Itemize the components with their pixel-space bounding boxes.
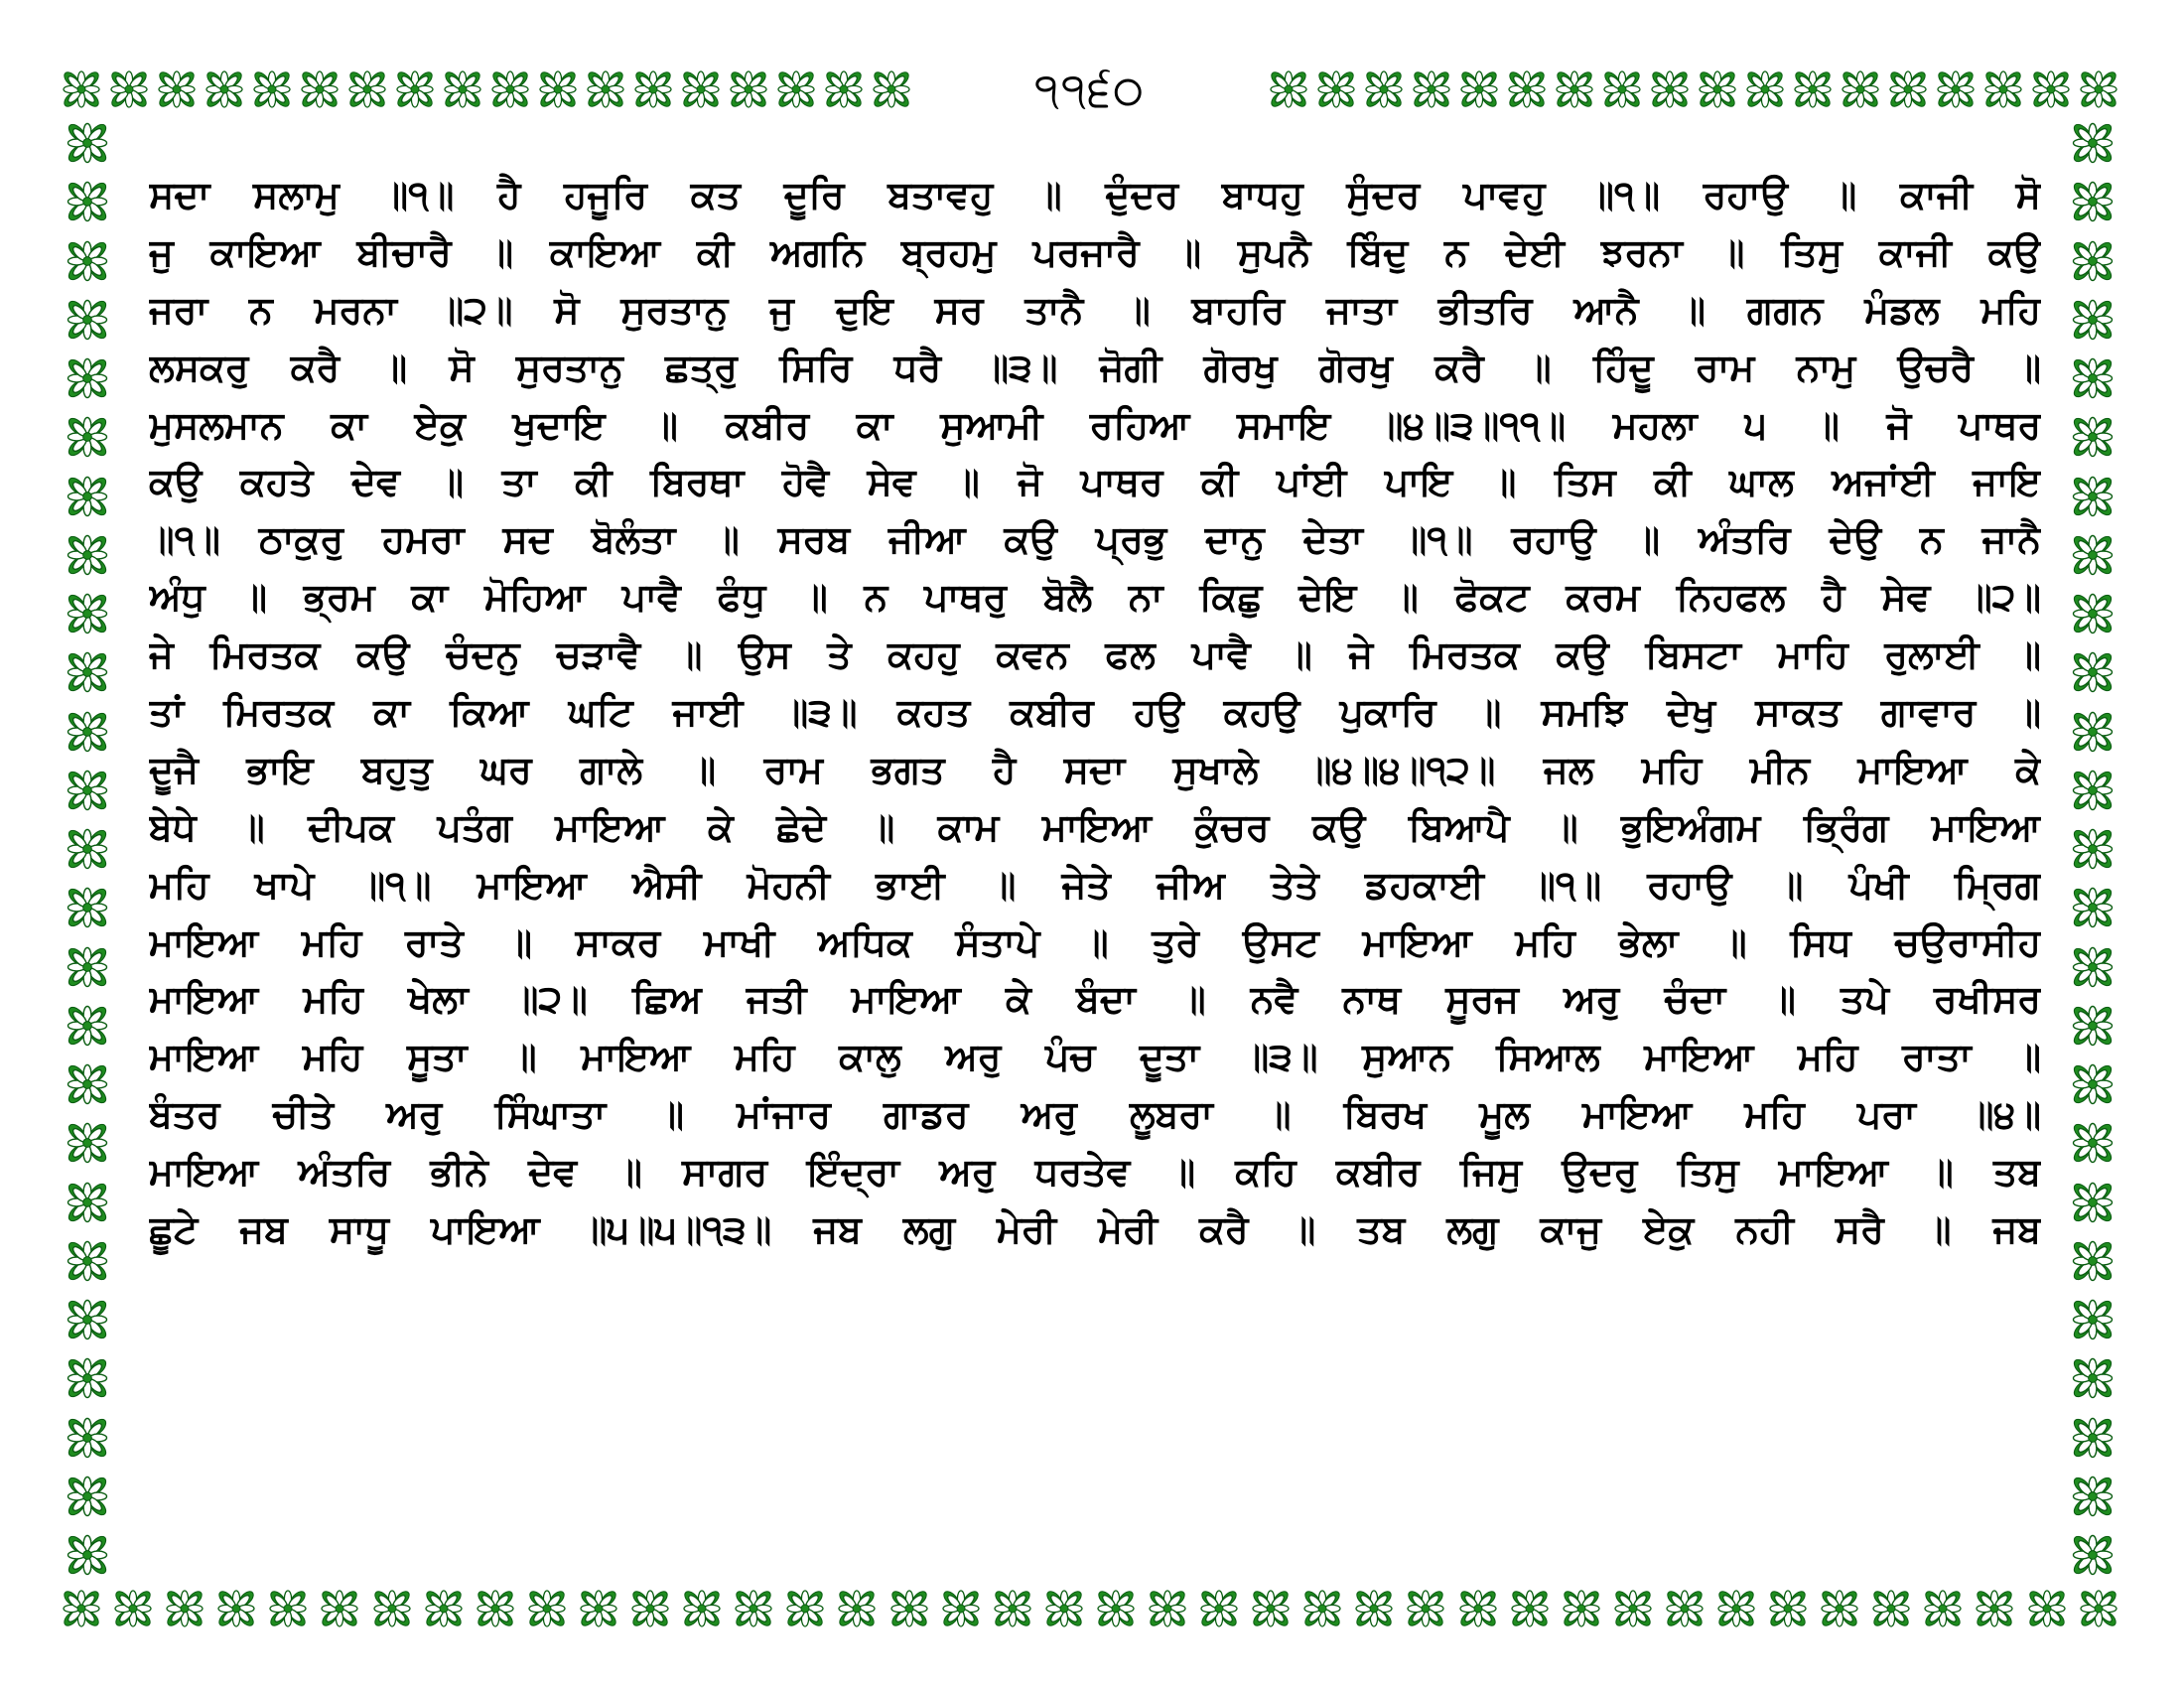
- lotus-flower-icon: [1764, 1585, 1812, 1632]
- lotus-flower-icon: [62, 294, 113, 346]
- lotus-flower-icon: [989, 1585, 1036, 1632]
- lotus-flower-icon: [2067, 235, 2118, 287]
- lotus-flower-icon: [2067, 411, 2118, 463]
- lotus-flower-icon: [62, 235, 113, 287]
- lotus-flower-icon: [2067, 1352, 2118, 1404]
- lotus-flower-icon: [833, 1585, 881, 1632]
- lotus-flower-icon: [2067, 352, 2118, 404]
- lotus-flower-icon: [1312, 66, 1360, 113]
- lotus-flower-icon: [1144, 1585, 1191, 1632]
- lotus-flower-icon: [1816, 1585, 1863, 1632]
- text-line: ਦੂਜੈ ਭਾਇ ਬਹੁਤੁ ਘਰ ਗਾਲੇ ॥ ਰਾਮ ਭਗਤ ਹੈ ਸਦਾ ਸੁਖਾਲੇ ॥੪॥੪॥੧੨॥ ਜਲ ਮਹਿ ਮੀਨ ਮਾਇਆ ਕੇ: [149, 747, 2041, 791]
- lotus-flower-icon: [62, 176, 113, 227]
- lotus-flower-icon: [1360, 66, 1408, 113]
- lotus-flower-icon: [472, 1585, 519, 1632]
- lotus-flower-icon: [2067, 1235, 2118, 1287]
- lotus-flower-icon: [1694, 66, 1741, 113]
- lotus-flower-icon: [1789, 66, 1837, 113]
- lotus-flower-icon: [62, 352, 113, 404]
- lotus-flower-icon: [678, 1585, 726, 1632]
- lotus-flower-icon: [62, 646, 113, 698]
- text-line: ਕਉ ਕਹਤੇ ਦੇਵ ॥ ਤਾ ਕੀ ਬਿਰਥਾ ਹੋਵੈ ਸੇਵ ॥ ਜੋ ਪਾਥਰ ਕੀ ਪਾਂਈ ਪਾਇ ॥ ਤਿਸ ਕੀ ਘਾਲ ਅਜਾਂਈ ਜਾਇ: [149, 460, 2041, 504]
- lotus-flower-icon: [343, 66, 391, 113]
- lotus-flower-icon: [1712, 1585, 1760, 1632]
- lotus-flower-icon: [368, 1585, 416, 1632]
- lotus-flower-icon: [153, 66, 201, 113]
- lotus-flower-icon: [2067, 646, 2118, 698]
- page-number: ੧੧੬੦: [1033, 63, 1147, 116]
- lotus-flower-icon: [2075, 66, 2122, 113]
- lotus-flower-icon: [1265, 66, 1312, 113]
- lotus-flower-icon: [105, 66, 153, 113]
- lotus-flower-icon: [2067, 1177, 2118, 1228]
- lotus-flower-icon: [2067, 765, 2118, 816]
- lotus-flower-icon: [2067, 117, 2118, 169]
- text-line: ॥੧॥ ਠਾਕੁਰੁ ਹਮਰਾ ਸਦ ਬੋਲੰਤਾ ॥ ਸਰਬ ਜੀਆ ਕਉ ਪ੍ਰਭੁ ਦਾਨੁ ਦੇਤਾ ॥੧॥ ਰਹਾਉ ॥ ਅੰਤਰਿ ਦੇਉ ਨ ਜਾਨੈ: [149, 517, 2041, 562]
- lotus-flower-icon: [1247, 1585, 1295, 1632]
- floral-border-top-right: [1179, 62, 2122, 117]
- floral-border-bottom: [58, 1581, 2122, 1636]
- lotus-flower-icon: [1408, 66, 1455, 113]
- lotus-flower-icon: [62, 1235, 113, 1287]
- lotus-flower-icon: [62, 411, 113, 463]
- lotus-flower-icon: [1598, 66, 1646, 113]
- lotus-flower-icon: [486, 66, 534, 113]
- lotus-flower-icon: [62, 882, 113, 933]
- lotus-flower-icon: [1551, 66, 1598, 113]
- lotus-flower-icon: [2067, 941, 2118, 993]
- lotus-flower-icon: [2067, 882, 2118, 933]
- lotus-flower-icon: [58, 1585, 105, 1632]
- text-line: ਛੂਟੇ ਜਬ ਸਾਧੂ ਪਾਇਆ ॥੫॥੫॥੧੩॥ ਜਬ ਲਗੁ ਮੇਰੀ ਮੇਰੀ ਕਰੈ ॥ ਤਬ ਲਗੁ ਕਾਜੁ ਏਕੁ ਨਹੀ ਸਰੈ ॥ ਜਬ: [149, 1207, 2041, 1252]
- lotus-flower-icon: [1195, 1585, 1243, 1632]
- text-line: ਮਹਿ ਖਾਪੇ ॥੧॥ ਮਾਇਆ ਐਸੀ ਮੋਹਨੀ ਭਾਈ ॥ ਜੇਤੇ ਜੀਅ ਤੇਤੇ ਡਹਕਾਈ ॥੧॥ ਰਹਾਉ ॥ ਪੰਖੀ ਮ੍ਰਿਗ: [149, 862, 2041, 907]
- lotus-flower-icon: [2067, 1058, 2118, 1110]
- lotus-flower-icon: [575, 1585, 622, 1632]
- lotus-flower-icon: [62, 529, 113, 581]
- lotus-flower-icon: [62, 706, 113, 758]
- lotus-flower-icon: [868, 66, 915, 113]
- text-line: ਜੇ ਮਿਰਤਕ ਕਉ ਚੰਦਨੁ ਚੜਾਵੈ ॥ ਉਸ ਤੇ ਕਹਹੁ ਕਵਨ ਫਲ ਪਾਵੈ ॥ ਜੇ ਮਿਰਤਕ ਕਉ ਬਿਸਟਾ ਮਾਹਿ ਰੁਲਾਈ ॥: [149, 633, 2041, 677]
- lotus-flower-icon: [1503, 66, 1551, 113]
- lotus-flower-icon: [730, 1585, 777, 1632]
- text-line: ਮਾਇਆ ਮਹਿ ਸੂਤਾ ॥ ਮਾਇਆ ਮਹਿ ਕਾਲੁ ਅਰੁ ਪੰਚ ਦੂਤਾ ॥੩॥ ਸੁਆਨ ਸਿਆਲ ਮਾਇਆ ਮਹਿ ਰਾਤਾ ॥: [149, 1035, 2041, 1079]
- lotus-flower-icon: [2067, 294, 2118, 346]
- lotus-flower-icon: [534, 66, 582, 113]
- lotus-flower-icon: [677, 66, 725, 113]
- lotus-flower-icon: [886, 1585, 933, 1632]
- text-line: ਮਾਇਆ ਮਹਿ ਖੇਲਾ ॥੨॥ ਛਿਅ ਜਤੀ ਮਾਇਆ ਕੇ ਬੰਦਾ ॥ ਨਵੈ ਨਾਥ ਸੂਰਜ ਅਰੁ ਚੰਦਾ ॥ ਤਪੇ ਰਖੀਸਰ: [149, 977, 2041, 1022]
- lotus-flower-icon: [62, 1352, 113, 1404]
- lotus-flower-icon: [1837, 66, 1884, 113]
- lotus-flower-icon: [2067, 706, 2118, 758]
- lotus-flower-icon: [1609, 1585, 1657, 1632]
- gurbani-text-block: [149, 167, 2041, 1547]
- lotus-flower-icon: [62, 823, 113, 875]
- lotus-flower-icon: [626, 1585, 674, 1632]
- lotus-flower-icon: [62, 1471, 113, 1522]
- lotus-flower-icon: [264, 1585, 312, 1632]
- lotus-flower-icon: [1092, 1585, 1140, 1632]
- text-line: ਬੰਤਰ ਚੀਤੇ ਅਰੁ ਸਿੰਘਾਤਾ ॥ ਮਾਂਜਾਰ ਗਾਡਰ ਅਰੁ ਲੂਬਰਾ ॥ ਬਿਰਖ ਮੂਲ ਮਾਇਆ ਮਹਿ ਪਰਾ ॥੪॥: [149, 1092, 2041, 1137]
- text-line: ਜਰਾ ਨ ਮਰਨਾ ॥੨॥ ਸੋ ਸੁਰਤਾਨੁ ਜੁ ਦੁਇ ਸਰ ਤਾਨੈ ॥ ਬਾਹਰਿ ਜਾਤਾ ਭੀਤਰਿ ਆਨੈ ॥ ਗਗਨ ਮੰਡਲ ਮਹਿ: [149, 287, 2041, 332]
- lotus-flower-icon: [62, 1117, 113, 1169]
- text-line: ਸਦਾ ਸਲਾਮੁ ॥੧॥ ਹੈ ਹਜੂਰਿ ਕਤ ਦੂਰਿ ਬਤਾਵਹੁ ॥ ਦੁੰਦਰ ਬਾਧਹੁ ਸੁੰਦਰ ਪਾਵਹੁ ॥੧॥ ਰਹਾਉ ॥ ਕਾਜੀ ਸੋ: [149, 173, 2041, 216]
- lotus-flower-icon: [248, 66, 296, 113]
- lotus-flower-icon: [781, 1585, 829, 1632]
- lotus-flower-icon: [439, 66, 486, 113]
- lotus-flower-icon: [1646, 66, 1694, 113]
- text-line: ਮਾਇਆ ਮਹਿ ਰਾਤੇ ॥ ਸਾਕਰ ਮਾਖੀ ਅਧਿਕ ਸੰਤਾਪੇ ॥ ਤੁਰੇ ਉਸਟ ਮਾਇਆ ਮਹਿ ਭੇਲਾ ॥ ਸਿਧ ਚਉਰਾਸੀਹ: [149, 919, 2041, 964]
- lotus-flower-icon: [62, 765, 113, 816]
- lotus-flower-icon: [62, 117, 113, 169]
- text-line: ਬੇਧੇ ॥ ਦੀਪਕ ਪਤੰਗ ਮਾਇਆ ਕੇ ਛੇਦੇ ॥ ਕਾਮ ਮਾਇਆ ਕੁੰਚਰ ਕਉ ਬਿਆਪੈ ॥ ਭੁਇਅੰਗਮ ਭ੍ਰਿੰਗ ਮਾਇਆ: [149, 804, 2041, 849]
- lotus-flower-icon: [523, 1585, 571, 1632]
- lotus-flower-icon: [1884, 66, 1932, 113]
- lotus-flower-icon: [109, 1585, 157, 1632]
- lotus-flower-icon: [1979, 66, 2027, 113]
- lotus-flower-icon: [725, 66, 772, 113]
- lotus-flower-icon: [1867, 1585, 1915, 1632]
- lotus-flower-icon: [2067, 1529, 2118, 1581]
- lotus-flower-icon: [62, 1177, 113, 1228]
- floral-border-left: [60, 117, 115, 1581]
- lotus-flower-icon: [1971, 1585, 2018, 1632]
- lotus-flower-icon: [2067, 1294, 2118, 1345]
- lotus-flower-icon: [201, 66, 248, 113]
- lotus-flower-icon: [2067, 823, 2118, 875]
- text-line: ਲਸਕਰੁ ਕਰੈ ॥ ਸੋ ਸੁਰਤਾਨੁ ਛਤ੍ਰੁ ਸਿਰਿ ਧਰੈ ॥੩॥ ਜੋਗੀ ਗੋਰਖੁ ਗੋਰਖੁ ਕਰੈ ॥ ਹਿੰਦੂ ਰਾਮ ਨਾਮੁ ਉਚਰੈ ॥: [149, 345, 2041, 389]
- lotus-flower-icon: [62, 471, 113, 522]
- floral-border-right: [2065, 117, 2120, 1581]
- lotus-flower-icon: [1558, 1585, 1605, 1632]
- lotus-flower-icon: [2067, 1000, 2118, 1052]
- lotus-flower-icon: [1350, 1585, 1398, 1632]
- lotus-flower-icon: [629, 66, 677, 113]
- lotus-flower-icon: [62, 941, 113, 993]
- lotus-flower-icon: [1741, 66, 1789, 113]
- lotus-flower-icon: [2067, 588, 2118, 639]
- lotus-flower-icon: [161, 1585, 208, 1632]
- text-line: ਮੁਸਲਮਾਨ ਕਾ ਏਕੁ ਖੁਦਾਇ ॥ ਕਬੀਰ ਕਾ ਸੁਆਮੀ ਰਹਿਆ ਸਮਾਇ ॥੪॥੩॥੧੧॥ ਮਹਲਾ ੫ ॥ ਜੋ ਪਾਥਰ: [149, 402, 2041, 447]
- lotus-flower-icon: [2067, 471, 2118, 522]
- lotus-flower-icon: [1932, 66, 1979, 113]
- lotus-flower-icon: [62, 1058, 113, 1110]
- lotus-flower-icon: [316, 1585, 363, 1632]
- lotus-flower-icon: [1298, 1585, 1346, 1632]
- floral-border-top-left: [58, 62, 1001, 117]
- lotus-flower-icon: [937, 1585, 985, 1632]
- lotus-flower-icon: [2067, 529, 2118, 581]
- lotus-flower-icon: [1402, 1585, 1449, 1632]
- lotus-flower-icon: [582, 66, 629, 113]
- lotus-flower-icon: [2023, 1585, 2071, 1632]
- lotus-flower-icon: [1455, 66, 1503, 113]
- lotus-flower-icon: [62, 588, 113, 639]
- lotus-flower-icon: [2075, 1585, 2122, 1632]
- lotus-flower-icon: [58, 66, 105, 113]
- lotus-flower-icon: [62, 1412, 113, 1464]
- text-line: ਮਾਇਆ ਅੰਤਰਿ ਭੀਨੇ ਦੇਵ ॥ ਸਾਗਰ ਇੰਦ੍ਰਾ ਅਰੁ ਧਰਤੇਵ ॥ ਕਹਿ ਕਬੀਰ ਜਿਸੁ ਉਦਰੁ ਤਿਸੁ ਮਾਇਆ ॥ ਤਬ: [149, 1150, 2041, 1195]
- text-line: ਤਾਂ ਮਿਰਤਕ ਕਾ ਕਿਆ ਘਟਿ ਜਾਈ ॥੩॥ ਕਹਤ ਕਬੀਰ ਹਉ ਕਹਉ ਪੁਕਾਰਿ ॥ ਸਮਝਿ ਦੇਖੁ ਸਾਕਤ ਗਾਵਾਰ ॥: [149, 690, 2041, 735]
- lotus-flower-icon: [62, 1000, 113, 1052]
- lotus-flower-icon: [1506, 1585, 1554, 1632]
- lotus-flower-icon: [2067, 176, 2118, 227]
- lotus-flower-icon: [2027, 66, 2075, 113]
- lotus-flower-icon: [420, 1585, 468, 1632]
- lotus-flower-icon: [820, 66, 868, 113]
- lotus-flower-icon: [2067, 1117, 2118, 1169]
- lotus-flower-icon: [296, 66, 343, 113]
- lotus-flower-icon: [2067, 1471, 2118, 1522]
- text-line: ਜੁ ਕਾਇਆ ਬੀਚਾਰੈ ॥ ਕਾਇਆ ਕੀ ਅਗਨਿ ਬ੍ਰਹਮੁ ਪਰਜਾਰੈ ॥ ਸੁਪਨੈ ਬਿੰਦੁ ਨ ਦੇਈ ਝਰਨਾ ॥ ਤਿਸੁ ਕਾਜੀ ਕਉ: [149, 229, 2041, 274]
- lotus-flower-icon: [1661, 1585, 1708, 1632]
- lotus-flower-icon: [1454, 1585, 1502, 1632]
- lotus-flower-icon: [2067, 1412, 2118, 1464]
- lotus-flower-icon: [772, 66, 820, 113]
- lotus-flower-icon: [1040, 1585, 1088, 1632]
- lotus-flower-icon: [1919, 1585, 1967, 1632]
- text-line: ਅੰਧੁ ॥ ਭ੍ਰਮ ਕਾ ਮੋਹਿਆ ਪਾਵੈ ਫੰਧੁ ॥ ਨ ਪਾਥਰੁ ਬੋਲੈ ਨਾ ਕਿਛੁ ਦੇਇ ॥ ਫੋਕਟ ਕਰਮ ਨਿਹਫਲ ਹੈ ਸੇਵ ॥੨॥: [149, 575, 2041, 620]
- lotus-flower-icon: [62, 1529, 113, 1581]
- lotus-flower-icon: [62, 1294, 113, 1345]
- lotus-flower-icon: [212, 1585, 260, 1632]
- lotus-flower-icon: [391, 66, 439, 113]
